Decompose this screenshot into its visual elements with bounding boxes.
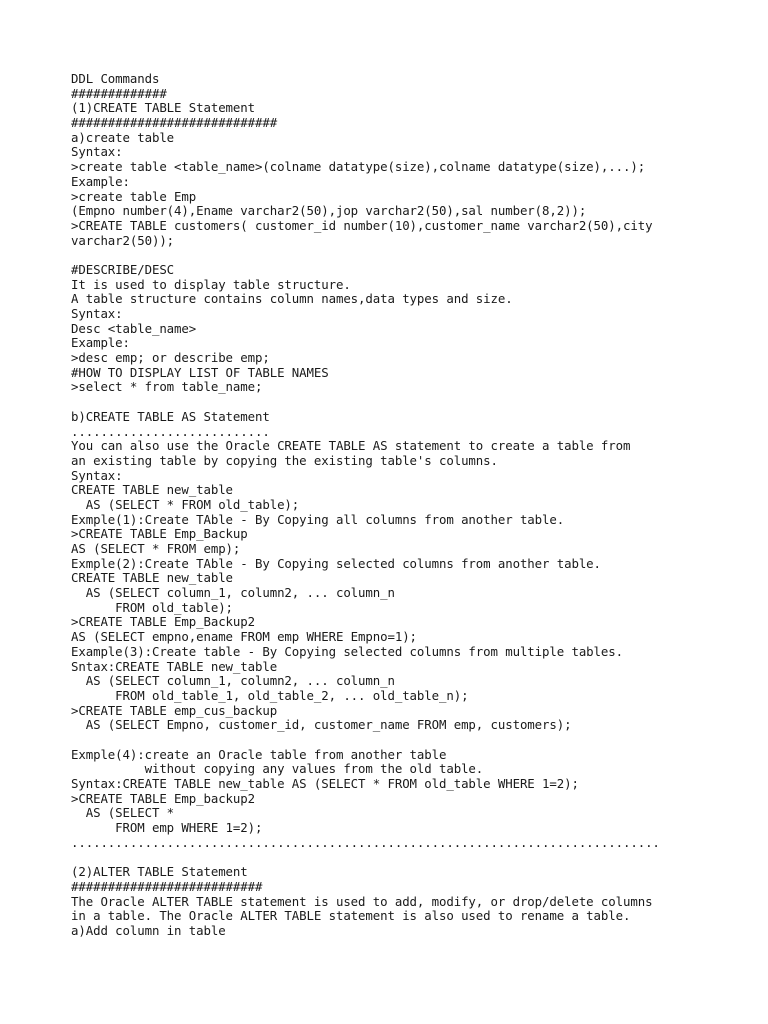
doc-line: FROM emp WHERE 1=2); [71, 820, 263, 836]
doc-line: >create table Emp [71, 188, 197, 204]
doc-line: Sntax:CREATE TABLE new_table [71, 658, 278, 674]
doc-line: (1)CREATE TABLE Statement [71, 100, 255, 116]
doc-line: (2)ALTER TABLE Statement [71, 864, 248, 880]
document-page [71, 72, 751, 939]
doc-line: #HOW TO DISPLAY LIST OF TABLE NAMES [71, 364, 329, 380]
doc-line: ############################ [71, 115, 278, 131]
doc-line: AS (SELECT * [71, 805, 175, 821]
doc-line: AS (SELECT Empno, customer_id, customer_name FROM emp, customers); [71, 717, 572, 733]
doc-line: >CREATE TABLE customers( customer_id number(10),customer_name varchar2(50),city [71, 217, 653, 233]
doc-line: Syntax: [71, 467, 123, 483]
doc-line: a)create table [71, 129, 175, 145]
blank-line [71, 248, 751, 263]
doc-line: Syntax:CREATE TABLE new_table AS (SELECT * FROM old_table WHERE 1=2); [71, 776, 579, 791]
doc-line: It is used to display table structure. [71, 276, 351, 292]
doc-line: (Empno number(4),Ename varchar2(50),jop varchar2(50),sal number(8,2)); [71, 203, 587, 219]
doc-line: FROM old_table_1, old_table_2, ... old_table_n); [71, 687, 469, 703]
doc-line: Exmple(1):Create TAble - By Copying all columns from another table. [71, 511, 565, 527]
blank-line [71, 395, 751, 410]
doc-line: #DESCRIBE/DESC [71, 261, 175, 277]
doc-line: Syntax: [71, 306, 123, 321]
doc-line: FROM old_table); [71, 599, 233, 615]
doc-line: You can also use the Oracle CREATE TABLE AS statement to create a table from [71, 438, 631, 454]
doc-line: >CREATE TABLE emp_cus_backup [71, 702, 278, 718]
doc-line: >select * from table_name; [71, 379, 263, 395]
doc-line: >desc emp; or describe emp; [71, 350, 270, 366]
doc-line: varchar2(50)); [71, 232, 175, 248]
doc-line: ############# [71, 85, 167, 101]
doc-line: AS (SELECT * FROM emp); [71, 541, 241, 556]
doc-line: without copying any values from the old table. [71, 761, 484, 777]
doc-line: Syntax: [71, 144, 123, 160]
doc-line: Example: [71, 173, 130, 189]
doc-line: b)CREATE TABLE AS Statement [71, 408, 270, 424]
doc-line: The Oracle ALTER TABLE statement is used to add, modify, or drop/delete columns [71, 893, 653, 909]
doc-line: >create table <table_name>(colname datatype(size),colname datatype(size),...); [71, 159, 646, 175]
doc-line: Desc <table_name> [71, 320, 197, 336]
blank-line [71, 850, 751, 865]
doc-line: AS (SELECT * FROM old_table); [71, 496, 300, 512]
doc-line: a)Add column in table [71, 922, 226, 938]
doc-line: CREATE TABLE new_table [71, 570, 233, 586]
doc-line: CREATE TABLE new_table [71, 482, 233, 498]
doc-line: >CREATE TABLE Emp_Backup [71, 526, 248, 542]
doc-line: >CREATE TABLE Emp_Backup2 [71, 614, 255, 630]
doc-line: Exmple(4):create an Oracle table from another table [71, 746, 447, 762]
doc-line: in a table. The Oracle ALTER TABLE statement is also used to rename a table. [71, 908, 631, 924]
doc-line: an existing table by copying the existing table's columns. [71, 452, 498, 468]
doc-line: Example(3):Create table - By Copying selected columns from multiple tables. [71, 643, 623, 659]
dotted-separator: ................................................................................ [71, 834, 660, 850]
blank-line [71, 733, 751, 748]
doc-line: AS (SELECT column_1, column2, ... column_n [71, 673, 395, 689]
doc-line: ########################## [71, 878, 263, 894]
doc-line: Example: [71, 335, 130, 351]
doc-line: ........................... [71, 423, 270, 439]
doc-line: A table structure contains column names,data types and size. [71, 291, 513, 307]
doc-line: AS (SELECT empno,ename FROM emp WHERE Empno=1); [71, 629, 417, 645]
doc-line: DDL Commands [71, 71, 160, 86]
doc-line: AS (SELECT column_1, column2, ... column_n [71, 585, 395, 601]
doc-line: Exmple(2):Create TAble - By Copying selected columns from another table. [71, 555, 601, 571]
doc-line: >CREATE TABLE Emp_backup2 [71, 790, 255, 806]
